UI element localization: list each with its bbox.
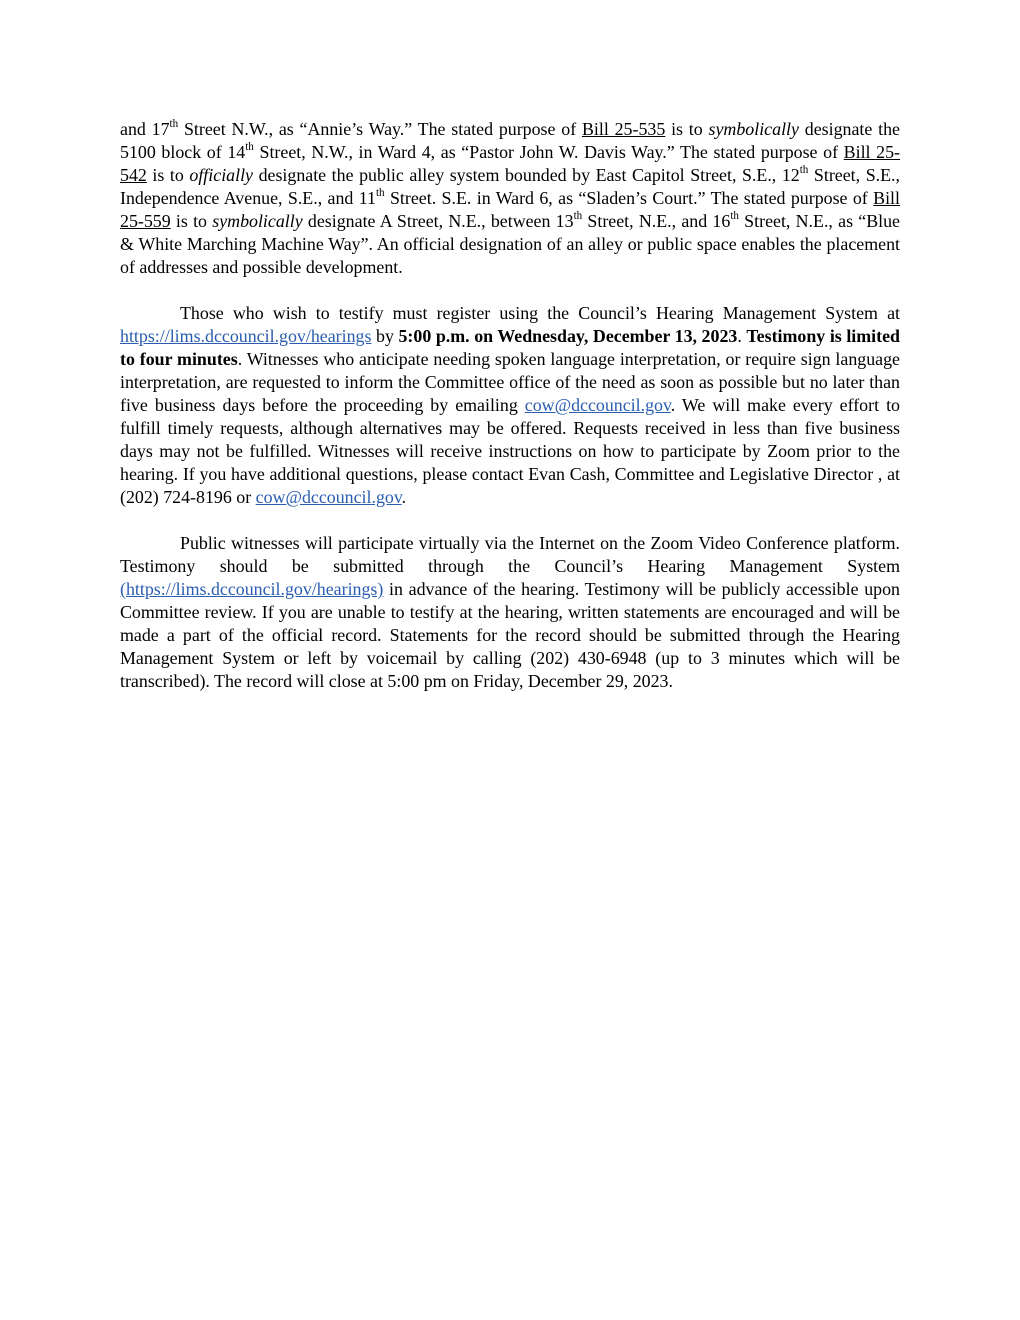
text: in advance of the hearing. Testimony will be publicly accessible upon Committee review. If you are unable to testify at the hearing, written statements are encouraged and will be made a part of the official record. Statements for the record should be submitted through the Hearing Management System or left by voicemail by calling (202) 430-6948 (up to 3 minutes which will be transcribed). The record will close at 5:00 pm on Friday, December 29, 2023.	[120, 579, 900, 691]
paragraph-testimony-registration	[120, 302, 900, 509]
registration-deadline: 5:00 p.m. on Wednesday, December 13, 2023	[398, 326, 738, 346]
text: by	[371, 326, 399, 346]
text: Street N.W., as “Annie’s Way.” The stated purpose of	[178, 119, 582, 139]
text: .	[737, 326, 747, 346]
text: is to	[665, 119, 709, 139]
ordinal-suffix: th	[730, 210, 739, 223]
paragraph-bill-designations	[120, 118, 900, 279]
ordinal-suffix: th	[169, 118, 179, 131]
text: Street, N.W., in Ward 4, as “Pastor John W. Davis Way.” The stated purpose of	[253, 142, 844, 162]
document-page	[120, 118, 900, 693]
text: Street. S.E. in Ward 6, as “Sladen’s Court.” The stated purpose of	[384, 188, 874, 208]
text: is to	[146, 165, 190, 185]
text: designate the 5100 block of 14	[120, 119, 900, 162]
bill-25-559-reference: Bill 25-559	[120, 188, 900, 231]
paragraph-virtual-participation	[120, 532, 900, 693]
text: and 17	[120, 119, 170, 139]
text: . We will make every effort to fulfill timely requests, although alternatives may be offered. Requests received in less than five business days may not be fulfilled. Witnesses will receive instructions on how to participate by Zoom prior to the hearing. If you have additional questions, please contact Evan Cash, Committee and Legislative Director , at (202) 724-8196 or	[120, 395, 900, 507]
hearings-link[interactable]: https://lims.dccouncil.gov/hearings	[120, 326, 372, 346]
ordinal-suffix: th	[375, 187, 385, 200]
text: Street, N.E., as “Blue & White Marching Machine Way”. An official designation of an alley or public space enables the placement of addresses and possible development.	[120, 211, 900, 277]
text: Public witnesses will participate virtually via the Internet on the Zoom Video Conference platform. Testimony should be submitted through the Council’s Hearing Management System	[120, 533, 900, 576]
ordinal-suffix: th	[573, 210, 583, 223]
ordinal-suffix: th	[245, 141, 254, 154]
bill-25-535-reference: Bill 25-535	[581, 119, 666, 139]
committee-email-link[interactable]: cow@dccouncil.gov	[524, 395, 671, 415]
committee-email-link[interactable]: cow@dccouncil.gov	[255, 487, 402, 507]
text: Those who wish to testify must register using the Council’s Hearing Management System at	[180, 303, 900, 323]
text: .	[401, 487, 407, 507]
text: designate A Street, N.E., between 13	[302, 211, 574, 231]
text: is to	[170, 211, 213, 231]
text: . Witnesses who anticipate needing spoken language interpretation, or require sign language interpretation, are requested to inform the Committee office of the need as soon as possible but no later than five business days before the proceeding by emailing	[120, 349, 901, 415]
bill-25-542-reference: Bill 25-542	[120, 142, 901, 185]
emphasis-text: symbolically	[708, 119, 799, 139]
emphasis-text: officially	[189, 165, 253, 185]
text: Street, N.E., and 16	[582, 211, 731, 231]
ordinal-suffix: th	[799, 164, 809, 177]
testimony-limit: Testimony is limited to four minutes	[120, 326, 900, 369]
emphasis-text: symbolically	[212, 211, 303, 231]
text: Street, S.E., Independence Avenue, S.E., and 11	[120, 165, 900, 208]
hearings-link[interactable]: (https://lims.dccouncil.gov/hearings)	[120, 579, 384, 599]
text: designate the public alley system bounded by East Capitol Street, S.E., 12	[253, 165, 800, 185]
